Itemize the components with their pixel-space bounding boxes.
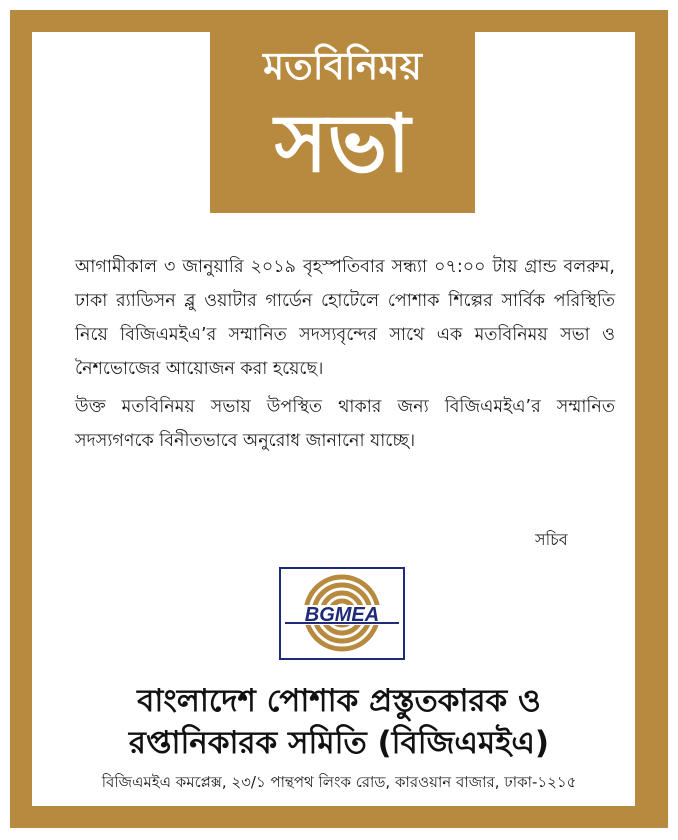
title-line-2: সভা	[274, 97, 411, 190]
bgmea-logo	[279, 567, 405, 660]
bgmea-logo-text: BGMEA	[304, 604, 380, 626]
signature-secretary: সচিব	[535, 530, 568, 549]
organization-name-line-1: বাংলাদেশ পোশাক প্রস্তুতকারক ও	[137, 683, 541, 719]
invitation-paragraph-1: আগামীকাল ৩ জানুয়ারি ২০১৯ বৃহস্পতিবার সন্ধ্যা ০৭:০০ টায় গ্রান্ড বলরুম, ঢাকা র‍্যাডিসন ব্লু ওয়াটার গার্ডেন হোটেলে পোশাক শিল্পের সার্বিক পরিস্থিতি নিয়ে বিজিএমইএ’র সম্মানিত সদস্যবৃন্দের সাথে এক মতবিনিময় সভা ও নৈশভোজের আয়োজন করা হয়েছে।	[75, 257, 615, 379]
title-line-1: মতবিনিময়	[263, 44, 422, 88]
title-banner	[210, 32, 475, 213]
organization-address: বিজিএমইএ কমপ্লেক্স, ২৩/১ পান্থপথ লিংক রোড, কারওয়ান বাজার, ঢাকা-১২১৫	[101, 773, 577, 791]
bgmea-logo-icon	[281, 569, 403, 658]
organization-name-line-2: রপ্তানিকারক সমিতি (বিজিএমইএ)	[128, 725, 550, 761]
invitation-paragraph-2: উক্ত মতবিনিময় সভায় উপস্থিত থাকার জন্য বিজিএমইএ’র সম্মানিত সদস্যগণকে বিনীতভাবে অনুরোধ জানানো যাচ্ছে।	[75, 397, 615, 451]
